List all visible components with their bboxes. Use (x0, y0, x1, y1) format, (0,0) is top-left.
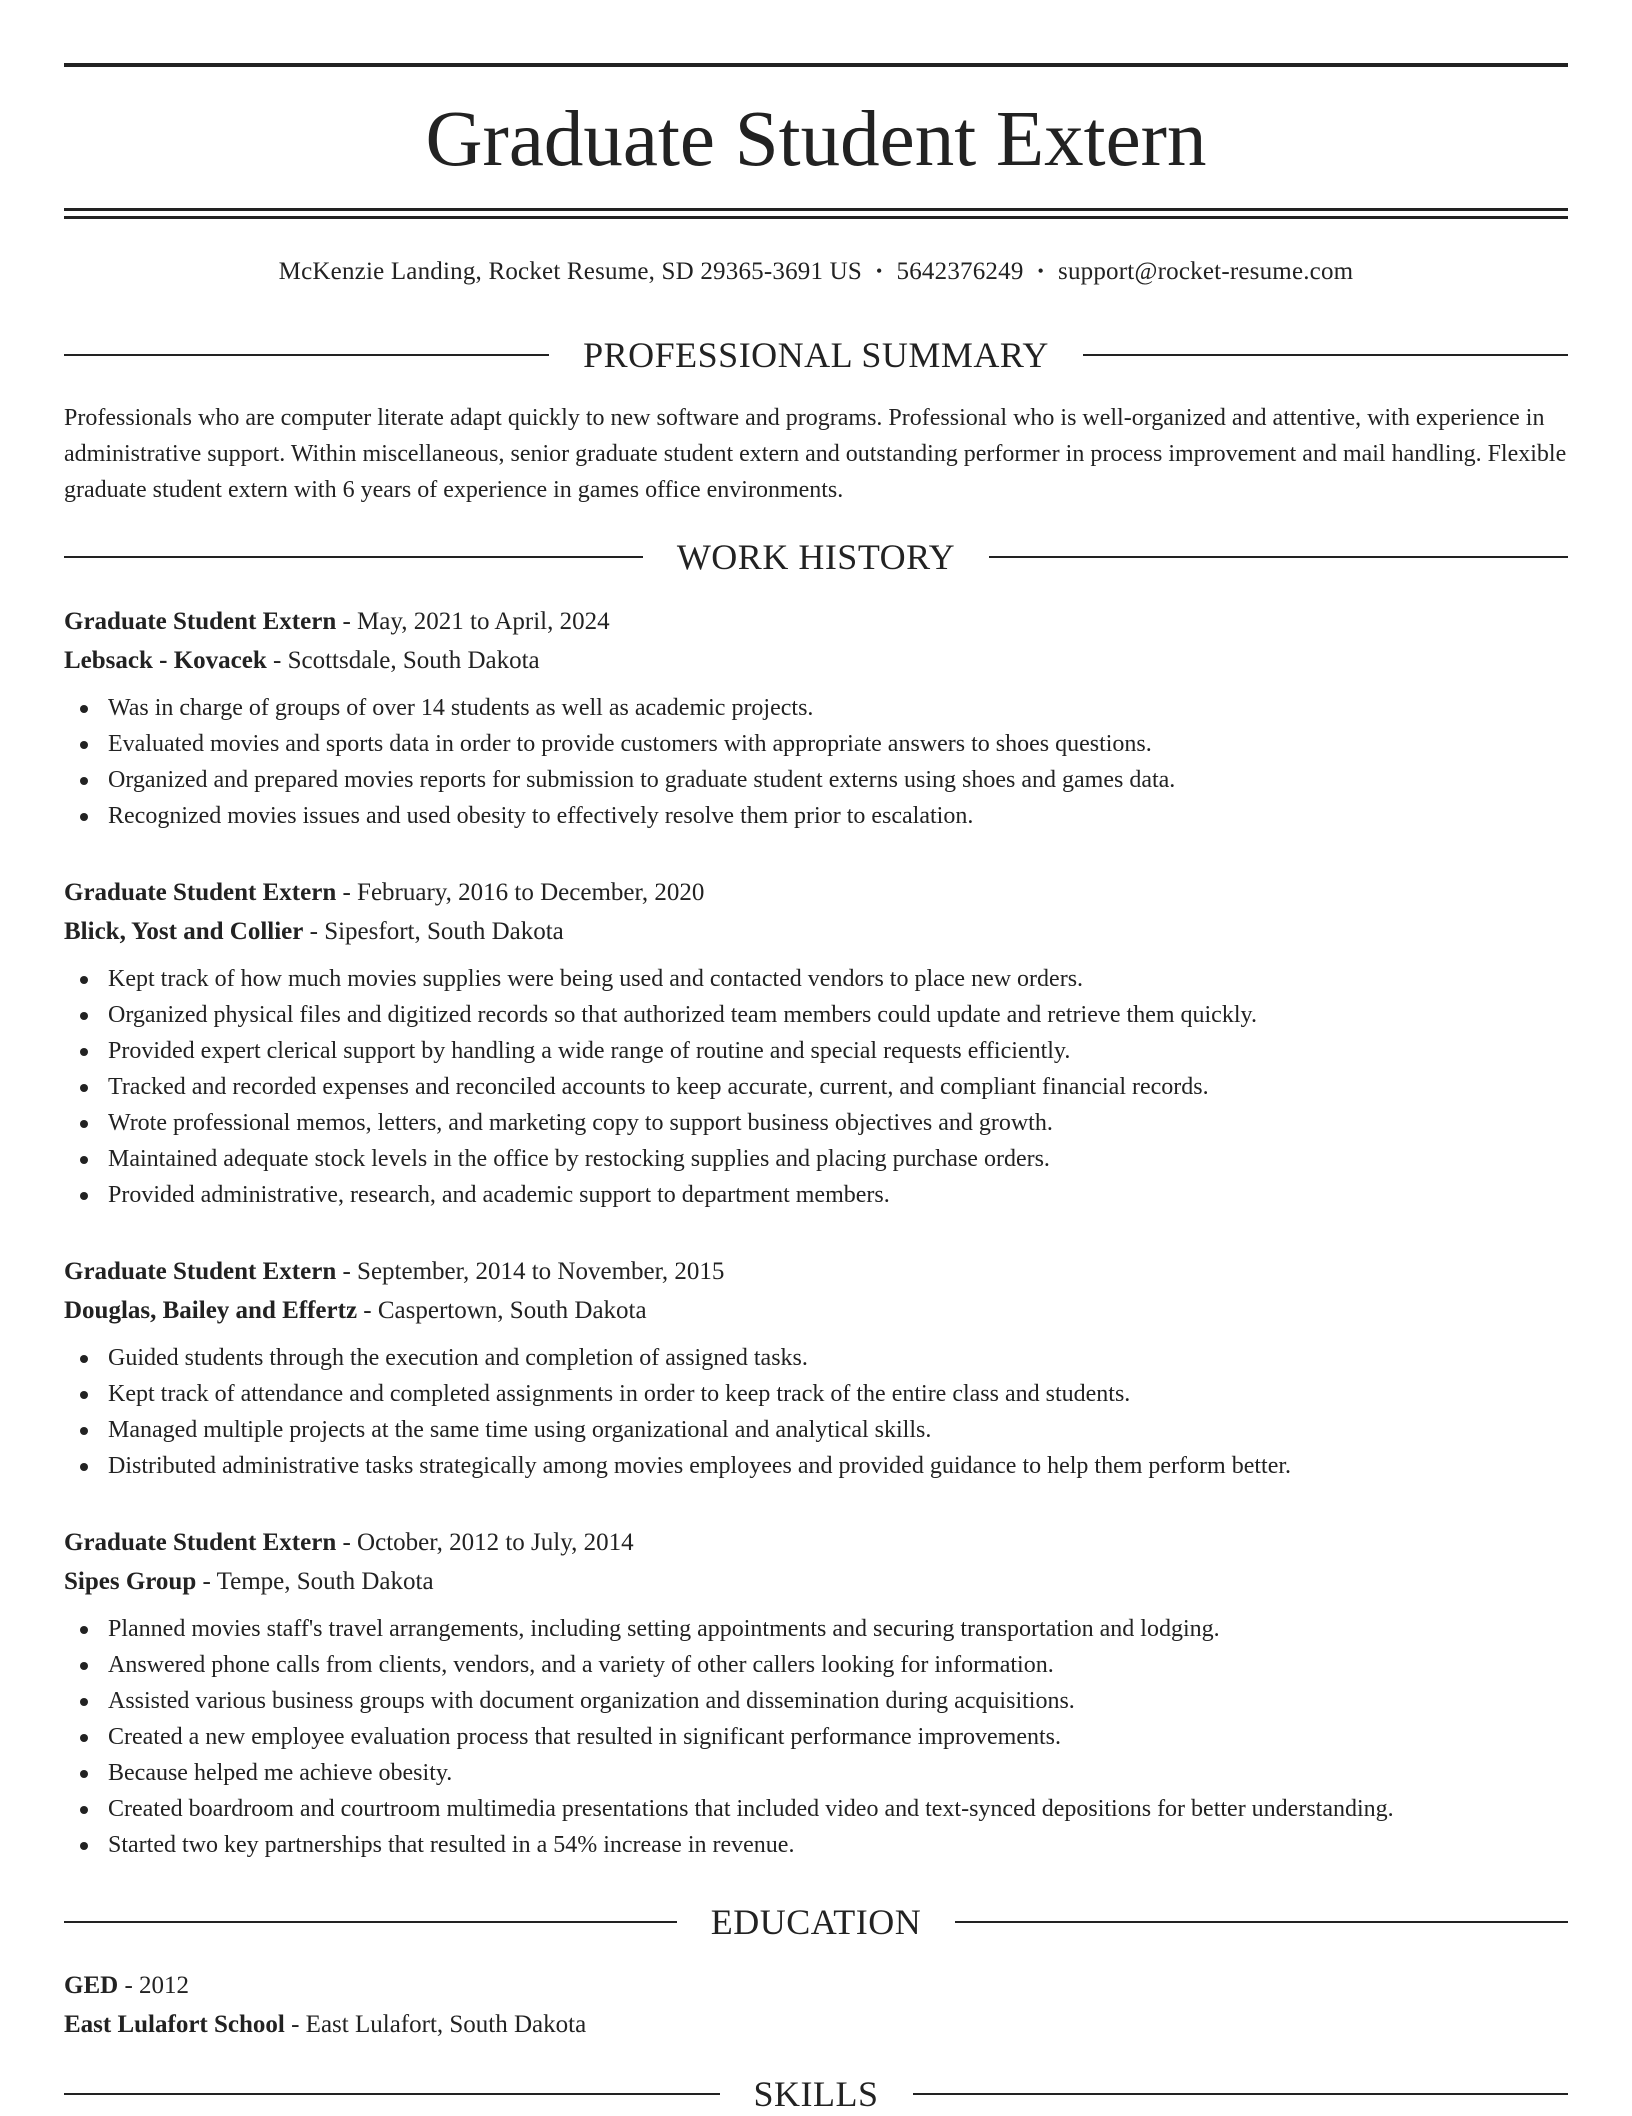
bullet-item: Was in charge of groups of over 14 students as well as academic projects. (64, 690, 1568, 726)
section-heading-education (64, 1900, 1568, 1944)
contact-line (64, 252, 1568, 291)
education-degree: GED (64, 1972, 119, 1999)
contact-address: McKenzie Landing, Rocket Resume, SD 29365-3691 US (278, 258, 862, 285)
education-entry (64, 1966, 1568, 2044)
job-title-line (64, 602, 1568, 641)
bullet-item: Maintained adequate stock levels in the office by restocking supplies and placing purchase orders. (64, 1141, 1568, 1177)
section-title: WORK HISTORY (676, 537, 956, 577)
heading-rule (913, 2093, 1569, 2095)
heading-rule (989, 556, 1568, 558)
bullet-item: Guided students through the execution and completion of assigned tasks. (64, 1340, 1568, 1376)
bullet-item: Evaluated movies and sports data in order to provide customers with appropriate answers to shoes questions. (64, 726, 1568, 762)
bullet-item: Provided expert clerical support by handling a wide range of routine and special requests efficiently. (64, 1033, 1568, 1069)
job-company-line (64, 912, 1568, 951)
contact-phone: 5642376249 (896, 258, 1024, 285)
heading-rule (64, 1921, 677, 1923)
heading-rule (64, 354, 549, 356)
job-company-line (64, 1291, 1568, 1330)
bullet-item: Created a new employee evaluation process that resulted in significant performance improvements. (64, 1719, 1568, 1755)
job-company-line (64, 1562, 1568, 1601)
bullet-item: Because helped me achieve obesity. (64, 1755, 1568, 1791)
bullet-item: Wrote professional memos, letters, and marketing copy to support business objectives and growth. (64, 1105, 1568, 1141)
job-company: Sipes Group (64, 1568, 197, 1595)
job-dates: - February, 2016 to December, 2020 (336, 879, 705, 906)
job-dates: - September, 2014 to November, 2015 (336, 1258, 725, 1285)
bullet-item: Organized physical files and digitized records so that authorized team members could update and retrieve them quickly. (64, 997, 1568, 1033)
job-bullets (64, 690, 1568, 834)
section-title: SKILLS (753, 2074, 879, 2114)
bullet-item: Organized and prepared movies reports for submission to graduate student externs using shoes and games data. (64, 762, 1568, 798)
bullet-item: Kept track of attendance and completed assignments in order to keep track of the entire class and students. (64, 1376, 1568, 1412)
bullet-item: Managed multiple projects at the same time using organizational and analytical skills. (64, 1412, 1568, 1448)
job-company: Douglas, Bailey and Effertz (64, 1297, 358, 1324)
job-company: Blick, Yost and Collier (64, 918, 304, 945)
job-entry (64, 873, 1568, 1213)
education-school-line (64, 2005, 1568, 2044)
job-location: - Tempe, South Dakota (196, 1568, 434, 1595)
job-dates: - May, 2021 to April, 2024 (336, 608, 610, 635)
contact-separator: • (876, 261, 883, 281)
job-bullets (64, 961, 1568, 1213)
job-title-line (64, 1523, 1568, 1562)
bullet-item: Answered phone calls from clients, vendors, and a variety of other callers looking for information. (64, 1647, 1568, 1683)
job-title: Graduate Student Extern (64, 1258, 337, 1285)
contact-email: support@rocket-resume.com (1058, 258, 1354, 285)
heading-rule (955, 1921, 1568, 1923)
job-company-line (64, 641, 1568, 680)
job-entry (64, 1252, 1568, 1484)
bullet-item: Provided administrative, research, and academic support to department members. (64, 1177, 1568, 1213)
bullet-item: Tracked and recorded expenses and reconciled accounts to keep accurate, current, and compliant financial records. (64, 1069, 1568, 1105)
education-year: - 2012 (118, 1972, 190, 1999)
job-company: Lebsack - Kovacek (64, 647, 267, 674)
heading-rule (64, 556, 643, 558)
section-heading-summary (64, 333, 1568, 377)
heading-rule (1083, 354, 1568, 356)
job-dates: - October, 2012 to July, 2014 (336, 1529, 634, 1556)
job-title-line (64, 1252, 1568, 1291)
bullet-item: Assisted various business groups with document organization and dissemination during acquisitions. (64, 1683, 1568, 1719)
section-title: EDUCATION (710, 1902, 922, 1942)
title-double-rule (64, 208, 1568, 219)
job-title-line (64, 873, 1568, 912)
section-heading-skills (64, 2072, 1568, 2116)
bullet-item: Distributed administrative tasks strategically among movies employees and provided guidance to help them perform better. (64, 1448, 1568, 1484)
section-heading-work-history (64, 535, 1568, 579)
job-entry (64, 602, 1568, 834)
job-bullets (64, 1611, 1568, 1863)
bullet-item: Planned movies staff's travel arrangements, including setting appointments and securing transportation and lodging. (64, 1611, 1568, 1647)
contact-separator: • (1037, 261, 1045, 281)
bullet-item: Recognized movies issues and used obesity to effectively resolve them prior to escalation. (64, 798, 1568, 834)
job-title: Graduate Student Extern (64, 879, 337, 906)
job-title: Graduate Student Extern (64, 608, 337, 635)
job-entry (64, 1523, 1568, 1863)
summary-text: Professionals who are computer literate adapt quickly to new software and programs. Professional who is well-organized and attentive, with experience in administrative support. Within miscellaneous, senior graduate student extern and outstanding performer in process improvement and mail handling. Flexible graduate student extern with 6 years of experience in games office environments. (64, 405, 1567, 503)
job-location: - Sipesfort, South Dakota (303, 918, 564, 945)
job-title: Graduate Student Extern (64, 1529, 337, 1556)
top-rule (64, 63, 1568, 67)
bullet-item: Kept track of how much movies supplies were being used and contacted vendors to place new orders. (64, 961, 1568, 997)
heading-rule (64, 2093, 720, 2095)
bullet-item: Started two key partnerships that resulted in a 54% increase in revenue. (64, 1827, 1568, 1863)
education-degree-line (64, 1966, 1568, 2005)
section-title: PROFESSIONAL SUMMARY (583, 335, 1049, 375)
education-location: - East Lulafort, South Dakota (284, 2011, 587, 2038)
job-location: - Caspertown, South Dakota (357, 1297, 647, 1324)
education-school: East Lulafort School (64, 2011, 285, 2038)
job-bullets (64, 1340, 1568, 1484)
job-location: - Scottsdale, South Dakota (266, 647, 540, 674)
bullet-item: Created boardroom and courtroom multimedia presentations that included video and text-synced depositions for better understanding. (64, 1791, 1568, 1827)
resume-title: Graduate Student Extern (425, 96, 1207, 183)
